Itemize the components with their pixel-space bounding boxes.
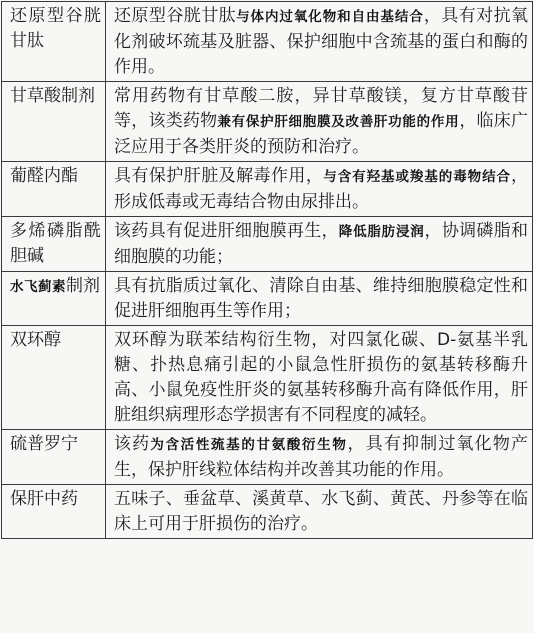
description-emphasis-text: 为含活性巯基的甘氨酸衍生物 xyxy=(150,437,348,453)
drug-name-cell xyxy=(2,485,106,539)
drug-name-text: 甘草酸制剂 xyxy=(10,86,95,106)
description-text: 五味子、垂盆草、溪黄草、水飞蓟、黄芪、丹参等在临床上可用于肝损伤的治疗。 xyxy=(114,489,528,534)
table-row xyxy=(2,485,533,539)
table-row xyxy=(2,326,533,430)
drug-name-cell xyxy=(2,82,106,162)
description-text: ，具有对抗氧化剂破坏巯基及脏器、保护细胞中含巯基的蛋白和酶的作用。 xyxy=(114,6,529,77)
description-text: 该药具有促进肝细胞膜再生， xyxy=(114,221,339,241)
drug-name-text: 制剂 xyxy=(66,276,100,296)
drug-name-cell xyxy=(2,430,106,485)
liver-drug-table xyxy=(1,1,533,539)
drug-name-text: 葡醛内酯 xyxy=(10,166,78,186)
drug-name-cell xyxy=(2,217,106,272)
drug-name-cell xyxy=(2,272,106,326)
drug-name-text: 还原型谷胱甘肽 xyxy=(10,6,101,51)
drug-description-cell xyxy=(106,485,533,539)
description-text: ，临床广泛应用于各类肝炎的预防和治疗。 xyxy=(114,111,529,157)
description-text: 具有抗脂质过氧化、清除自由基、维持细胞膜稳定性和促进肝细胞再生等作用； xyxy=(114,276,528,321)
description-emphasis-text: 与含有羟基或羧基的毒物结合 xyxy=(323,169,512,185)
description-text: 还原型谷胱甘肽 xyxy=(114,6,237,26)
table-row xyxy=(2,162,533,217)
drug-description-cell xyxy=(106,272,533,326)
drug-name-text: 双环醇 xyxy=(10,330,61,350)
table-row xyxy=(2,272,533,326)
description-emphasis-text: 降低脂肪浸润 xyxy=(338,224,425,240)
table-row xyxy=(2,430,533,485)
table-row xyxy=(2,217,533,272)
table-row xyxy=(2,82,533,162)
drug-name-text: 多烯磷脂酰胆碱 xyxy=(10,221,101,266)
description-text: ，形成低毒或无毒结合物由尿排出。 xyxy=(114,166,529,212)
drug-description-cell xyxy=(106,162,533,217)
drug-name-cell xyxy=(2,162,106,217)
description-text: 该药 xyxy=(114,434,151,454)
description-text: 具有保护肝脏及解毒作用， xyxy=(114,166,324,186)
description-text: ，协调磷脂和细胞膜的功能； xyxy=(114,221,529,267)
description-emphasis-text: 兼有保护肝细胞膜及改善肝功能的作用 xyxy=(217,114,460,130)
drug-name-text: 保肝中药 xyxy=(10,489,78,509)
description-emphasis-text: 与体内过氧化物和自由基结合 xyxy=(236,9,424,25)
drug-name-cell xyxy=(2,326,106,430)
table-body xyxy=(2,2,533,539)
description-text: ，具有抑制过氧化物产生，保护肝线粒体结构并改善其功能的作用。 xyxy=(114,434,529,480)
drug-description-cell xyxy=(106,430,533,485)
description-text: 双环醇为联苯结构衍生物，对四氯化碳、D-氨基半乳糖、扑热息痛引起的小鼠急性肝损伤的氨基转移酶升高、小鼠免疫性肝炎的氨基转移酶升高有降低作用，肝脏组织病理形态学损害有不同程度的减轻。 xyxy=(114,330,528,425)
drug-description-cell xyxy=(106,82,533,162)
drug-description-cell xyxy=(106,2,533,82)
drug-name-text: 硫普罗宁 xyxy=(10,434,78,454)
drug-description-cell xyxy=(106,217,533,272)
drug-name-cell xyxy=(2,2,106,82)
description-text: 常用药物有甘草酸二胺，异甘草酸镁，复方甘草酸苷等，该类药物 xyxy=(114,86,528,131)
drug-description-cell xyxy=(106,326,533,430)
drug-name-bold-text: 水飞蓟素 xyxy=(10,279,66,295)
table-row xyxy=(2,2,533,82)
